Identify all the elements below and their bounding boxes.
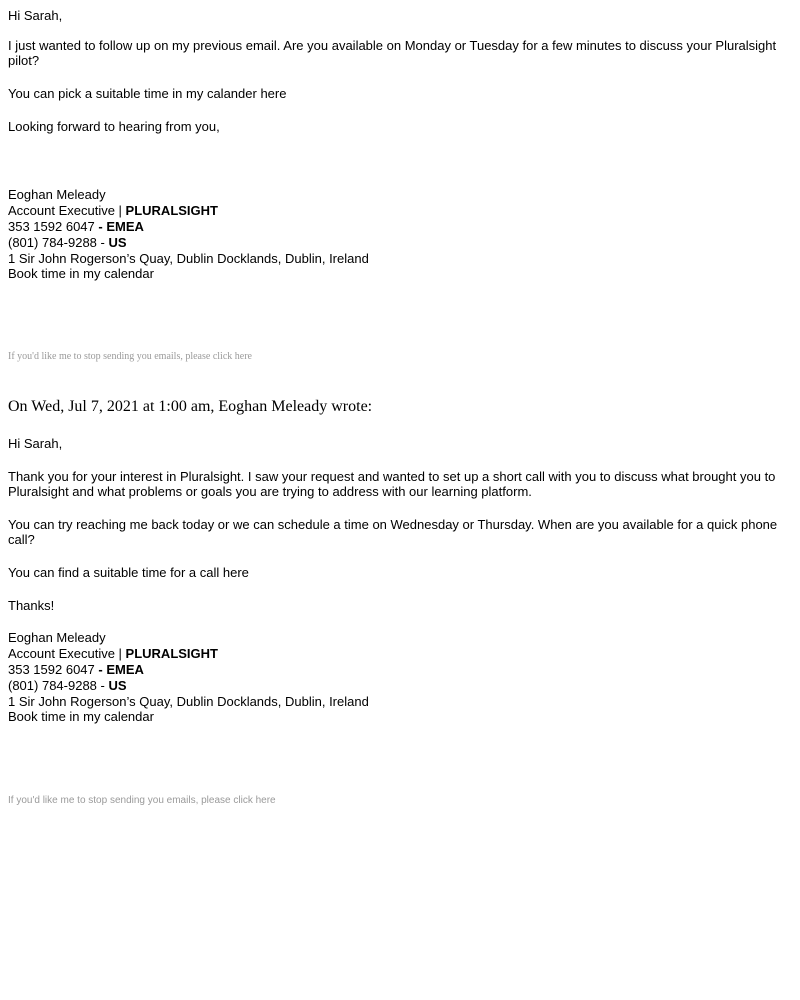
email1-body: I just wanted to follow up on my previous email. Are you available on Monday or Tuesday for a few minutes to discuss your Pluralsight pilot? [8,38,777,68]
signature-title: Account Executive | [8,646,126,661]
signature-emea-label: - EMEA [94,662,144,677]
signature-us-label: US [108,235,127,250]
email2-availability: You can try reaching me back today or we can schedule a time on Wednesday or Thursday. When are you available for a quick phone call? [8,517,778,547]
quote-header: On Wed, Jul 7, 2021 at 1:00 am, Eoghan Meleady wrote: [8,398,373,415]
signature-title: Account Executive | [8,203,126,218]
signature-phone-emea: 353 1592 6047 [8,662,95,677]
signature-phone-us: (801) 784-9288 - [8,235,109,250]
signature-company: PLURALSIGHT [125,646,218,661]
email2-body: Thank you for your interest in Pluralsight. I saw your request and wanted to set up a short call with you to discuss what brought you to Pluralsight and what problems or goals you are trying to address with our learning platform. [8,469,776,499]
email1-greeting: Hi Sarah, [8,8,63,23]
signature-phone-us-line [8,235,369,251]
signature-phone-emea: 353 1592 6047 [8,219,95,234]
signature-title-line [8,646,369,662]
email1-signature [8,187,369,281]
email2-call-link[interactable]: here [222,565,249,580]
signature-phone-us-line [8,678,369,694]
unsubscribe-text: If you'd like me to stop sending you emails, please [8,351,213,362]
signature-address: 1 Sir John Rogerson’s Quay, Dublin Docklands, Dublin, Ireland [8,251,369,266]
unsubscribe-text: If you'd like me to stop sending you emails, please [8,795,234,806]
email2-thanks: Thanks! [8,598,55,613]
email1-unsubscribe [8,351,252,362]
email1-calendar-link[interactable]: here [260,86,287,101]
email2-call-line [8,565,249,580]
unsubscribe-link[interactable]: click here [212,351,252,362]
signature-us-label: US [108,678,127,693]
email2-greeting: Hi Sarah, [8,436,63,451]
email1-calendar-text: You can pick a suitable time in my calander [8,86,261,101]
signature-name: Eoghan Meleady [8,630,106,645]
signature-name: Eoghan Meleady [8,187,106,202]
email2-signature [8,630,369,724]
book-calendar-link[interactable]: Book time in my calendar [8,709,154,724]
signature-phone-emea-line [8,662,369,678]
signature-company: PLURALSIGHT [125,203,218,218]
email2-call-text: You can find a suitable time for a call [8,565,223,580]
signature-emea-label: - EMEA [94,219,144,234]
signature-phone-us: (801) 784-9288 - [8,678,109,693]
signature-title-line [8,203,369,219]
unsubscribe-link[interactable]: click here [233,795,276,806]
signature-address: 1 Sir John Rogerson’s Quay, Dublin Docklands, Dublin, Ireland [8,694,369,709]
signature-phone-emea-line [8,219,369,235]
book-calendar-link[interactable]: Book time in my calendar [8,266,154,281]
email2-unsubscribe [8,795,276,806]
email1-calendar-line [8,86,286,101]
email1-closing: Looking forward to hearing from you, [8,119,220,134]
